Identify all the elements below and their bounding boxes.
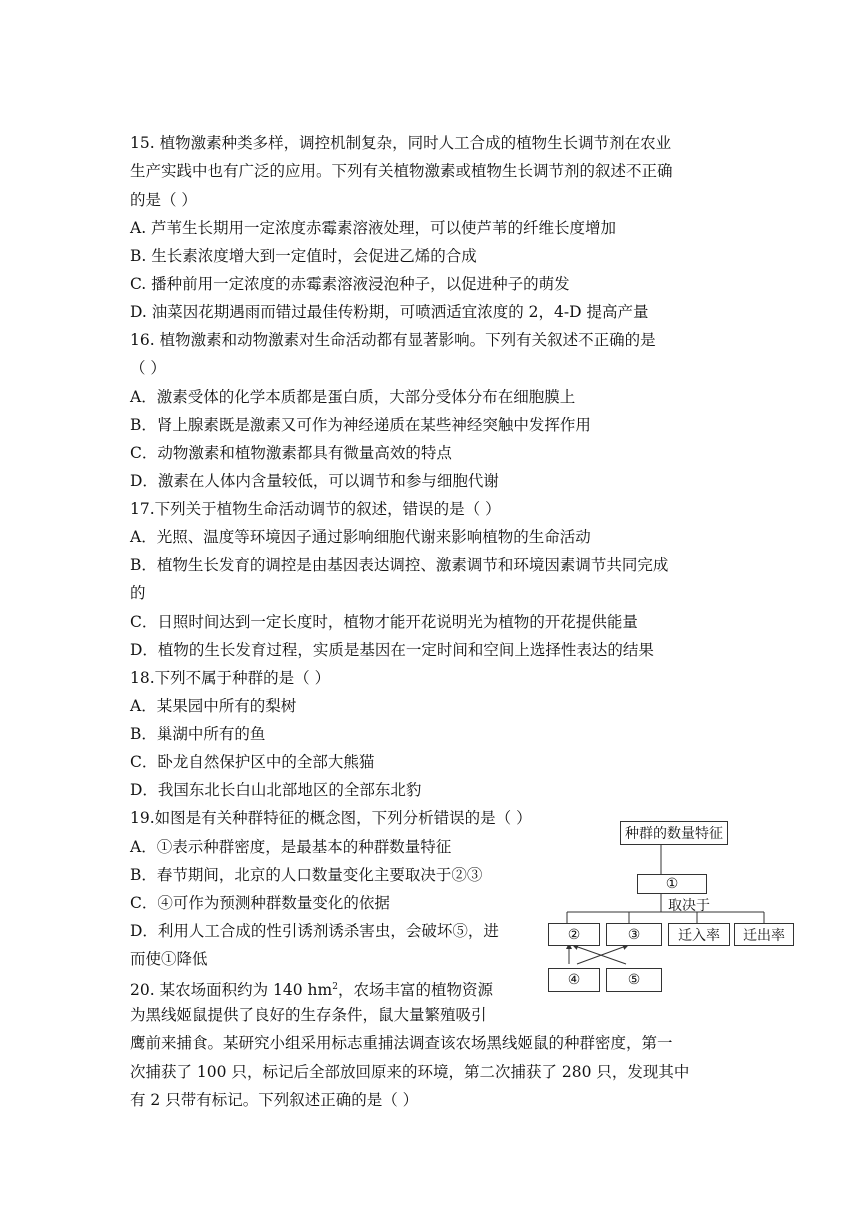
text-line: 而使①降低 xyxy=(130,950,208,968)
text-segment: ，农场丰富的植物资源 xyxy=(337,981,493,1000)
text-line: 17.下列关于植物生命活动调节的叙述，错误的是（ ） xyxy=(130,500,501,518)
text-line: A．激素受体的化学本质都是蛋白质，大部分受体分布在细胞膜上 xyxy=(130,388,576,406)
text-line: 15. 植物激素种类多样，调控机制复杂，同时人工合成的植物生长调节剂在农业 xyxy=(130,134,672,152)
text-line: B．植物生长发育的调控是由基因表达调控、激素调节和环境因素调节共同完成 xyxy=(130,556,669,574)
text-line: 18.下列不属于种群的是（ ） xyxy=(130,669,331,687)
text-line: C．日照时间达到一定长度时，植物才能开花说明光为植物的开花提供能量 xyxy=(130,613,638,631)
text-line: C．卧龙自然保护区中的全部大熊猫 xyxy=(130,753,375,771)
text-line: A．①表示种群密度，是最基本的种群数量特征 xyxy=(130,838,452,856)
text-line: C. 播种前用一定浓度的赤霉素溶液浸泡种子，以促进种子的萌发 xyxy=(130,275,570,293)
text-line: D．利用人工合成的性引诱剂诱杀害虫，会破坏⑤，进 xyxy=(130,922,499,940)
node-5-box: ⑤ xyxy=(606,968,662,992)
text-line: （ ） xyxy=(130,359,166,377)
node-1-box: ① xyxy=(637,874,707,894)
node-2-box: ② xyxy=(548,923,600,946)
text-line: 16. 植物激素和动物激素对生命活动都有显著影响。下列有关叙述不正确的是 xyxy=(130,331,656,349)
immigration-rate-box: 迁入率 xyxy=(668,923,730,946)
text-line: B．春节期间，北京的人口数量变化主要取决于②③ xyxy=(130,866,483,884)
text-line: B．肾上腺素既是激素又可作为神经递质在某些神经突触中发挥作用 xyxy=(130,416,591,434)
emigration-rate-box: 迁出率 xyxy=(734,923,794,946)
text-line: A．光照、温度等环境因子通过影响细胞代谢来影响植物的生命活动 xyxy=(130,528,591,546)
population-concept-diagram xyxy=(544,816,796,998)
node-4-box: ④ xyxy=(548,968,600,992)
text-line: C．④可作为预测种群数量变化的依据 xyxy=(130,894,390,912)
text-line: B．巢湖中所有的鱼 xyxy=(130,725,266,743)
text-segment: 20. 某农场面积约为 140 hm xyxy=(130,981,333,1000)
text-line: 的是（ ） xyxy=(130,191,197,209)
text-line: A. 芦苇生长期用一定浓度赤霉素溶液处理，可以使芦苇的纤维长度增加 xyxy=(130,219,617,237)
text-line: 有 2 只带有标记。下列叙述正确的是（ ） xyxy=(130,1091,419,1109)
superscript: 2 xyxy=(332,982,338,992)
text-line: 的 xyxy=(130,584,146,602)
text-line xyxy=(130,977,493,1000)
text-line: 为黑线姬鼠提供了良好的生存条件，鼠大量繁殖吸引 xyxy=(130,1006,487,1024)
text-line: D．我国东北长白山北部地区的全部东北豹 xyxy=(130,781,422,799)
text-line: 生产实践中也有广泛的应用。下列有关植物激素或植物生长调节剂的叙述不正确 xyxy=(130,162,673,180)
text-line: C．动物激素和植物激素都具有微量高效的特点 xyxy=(130,444,452,462)
text-line: D. 油菜因花期遇雨而错过最佳传粉期，可喷洒适宜浓度的 2，4-D 提高产量 xyxy=(130,303,649,321)
depends-on-label: 取决于 xyxy=(668,898,710,914)
text-line: 次捕获了 100 只，标记后全部放回原来的环境，第二次捕获了 280 只，发现其中 xyxy=(130,1063,690,1081)
population-features-box: 种群的数量特征 xyxy=(620,821,728,845)
text-line: A．某果园中所有的梨树 xyxy=(130,697,297,715)
text-line: B. 生长素浓度增大到一定值时，会促进乙烯的合成 xyxy=(130,247,477,265)
text-line: D．激素在人体内含量较低，可以调节和参与细胞代谢 xyxy=(130,472,499,490)
text-line: 鹰前来捕食。某研究小组采用标志重捕法调查该农场黑线姬鼠的种群密度，第一 xyxy=(130,1034,673,1052)
text-line: 19.如图是有关种群特征的概念图，下列分析错误的是（ ） xyxy=(130,809,532,827)
node-3-box: ③ xyxy=(606,923,662,946)
text-line: D．植物的生长发育过程，实质是基因在一定时间和空间上选择性表达的结果 xyxy=(130,641,654,659)
